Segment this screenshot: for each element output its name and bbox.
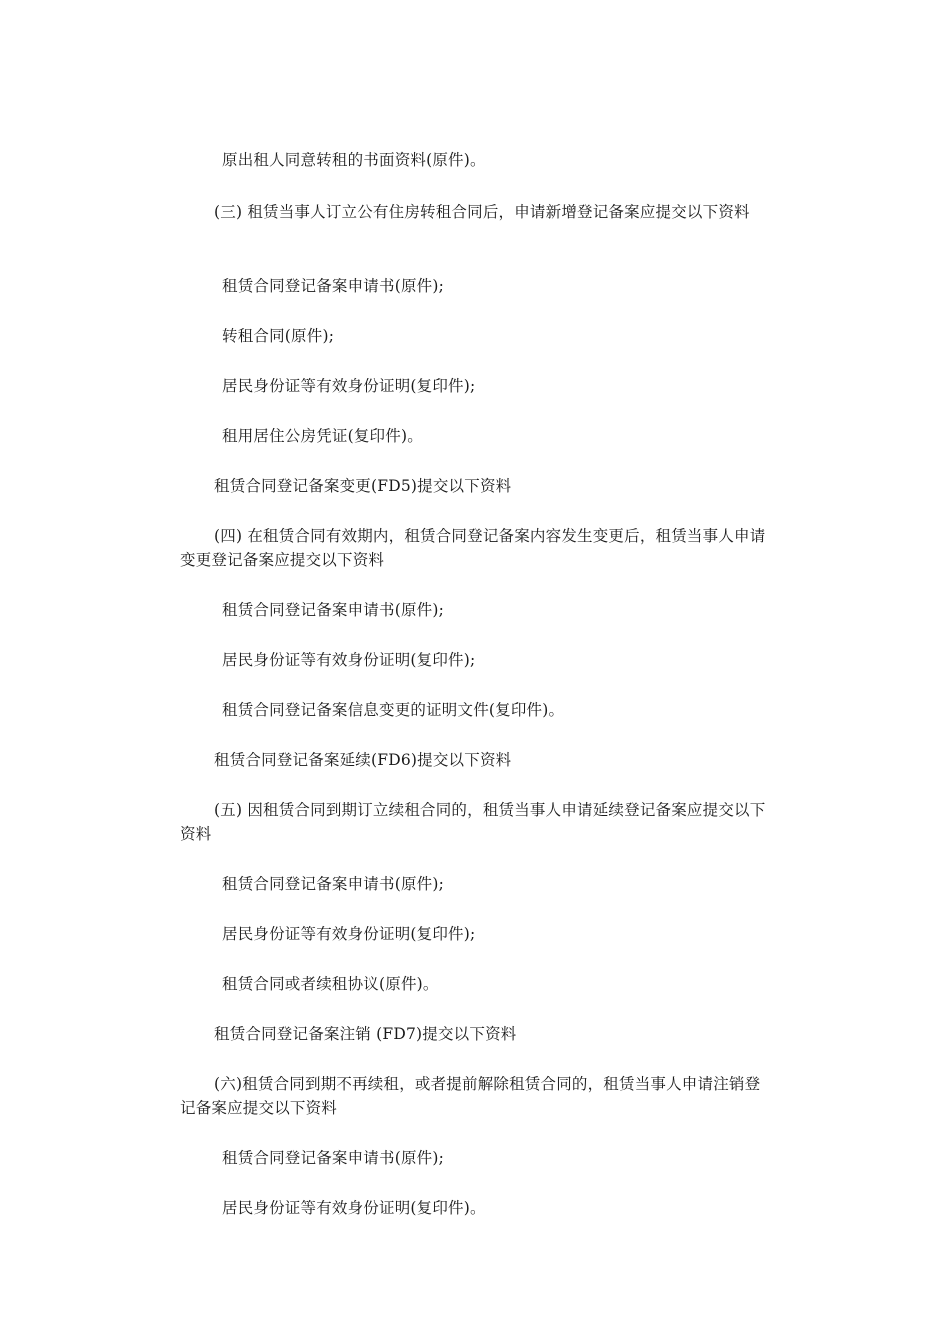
section-paragraph: (三) 租赁当事人订立公有住房转租合同后，申请新增登记备案应提交以下资料 — [214, 203, 750, 221]
list-item: 居民身份证等有效身份证明(复印件); — [222, 377, 476, 395]
list-item: 转租合同(原件); — [222, 327, 335, 345]
section-heading: 租赁合同登记备案注销 (FD7)提交以下资料 — [214, 1025, 517, 1043]
list-item: 租赁合同登记备案申请书(原件); — [222, 277, 445, 295]
list-item: 租赁合同或者续租协议(原件)。 — [222, 975, 439, 993]
list-item: 租用居住公房凭证(复印件)。 — [222, 427, 423, 445]
list-item: 居民身份证等有效身份证明(复印件); — [222, 925, 476, 943]
section-heading: 租赁合同登记备案变更(FD5)提交以下资料 — [214, 477, 512, 495]
list-item: 居民身份证等有效身份证明(复印件)。 — [222, 1199, 486, 1217]
list-item: 租赁合同登记备案申请书(原件); — [222, 1149, 445, 1167]
section-paragraph: (六)租赁合同到期不再续租，或者提前解除租赁合同的，租赁当事人申请注销登记备案应提交以下资料 — [180, 1075, 761, 1117]
section-paragraph: (五) 因租赁合同到期订立续租合同的，租赁当事人申请延续登记备案应提交以下资料 — [180, 801, 766, 843]
list-item: 居民身份证等有效身份证明(复印件); — [222, 651, 476, 669]
list-item: 租赁合同登记备案信息变更的证明文件(复印件)。 — [222, 701, 565, 719]
list-item: 租赁合同登记备案申请书(原件); — [222, 875, 445, 893]
list-item: 租赁合同登记备案申请书(原件); — [222, 601, 445, 619]
section-heading: 租赁合同登记备案延续(FD6)提交以下资料 — [214, 751, 512, 769]
section-paragraph: (四) 在租赁合同有效期内，租赁合同登记备案内容发生变更后，租赁当事人申请变更登记备案应提交以下资料 — [180, 527, 766, 569]
list-item: 原出租人同意转租的书面资料(原件)。 — [222, 151, 486, 169]
